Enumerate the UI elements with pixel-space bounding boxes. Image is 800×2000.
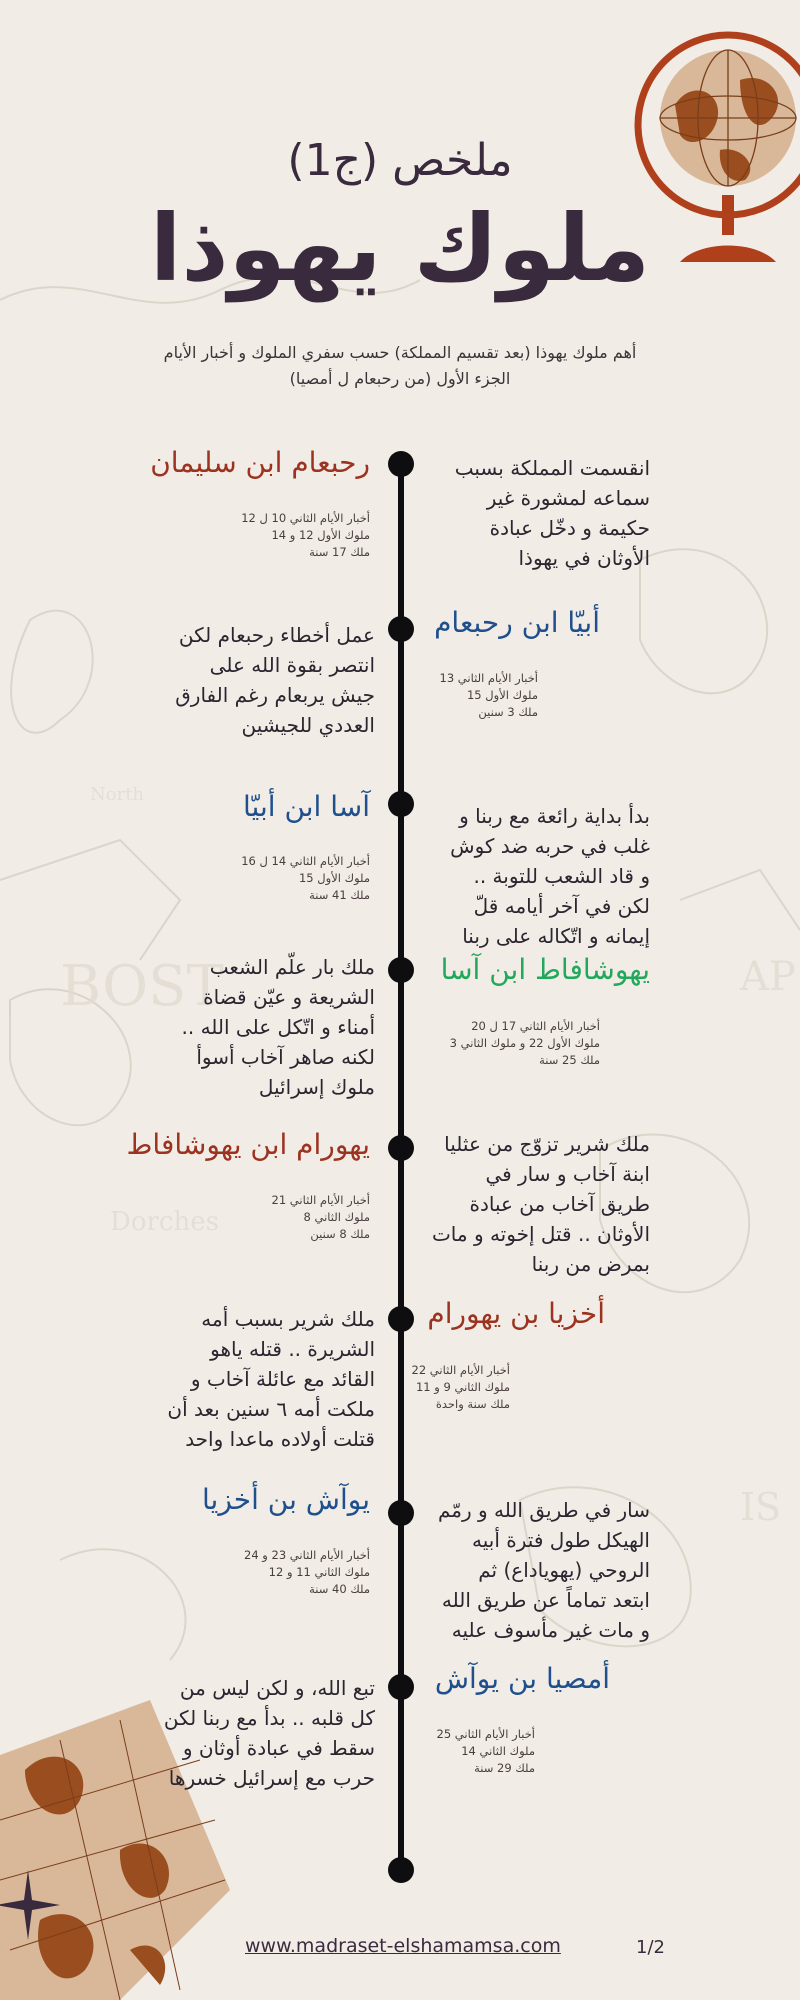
timeline-dot bbox=[388, 451, 414, 477]
king-summary: انقسمت المملكة بسبب سماعه لمشورة غير حكيمة و دخّل عبادة الأوثان في يهوذا bbox=[454, 456, 650, 570]
king-references: أخبار الأيام الثاني 10 ل 12 ملوك الأول 12 و 14 ملك 17 سنة bbox=[241, 511, 370, 559]
king-name: أمصيا بن يوآش bbox=[434, 1662, 610, 1695]
timeline-dot bbox=[388, 616, 414, 642]
king-references: أخبار الأيام الثاني 17 ل 20 ملوك الأول 22 و ملوك الثاني 3 ملك 25 سنة bbox=[449, 1019, 600, 1067]
king-references: أخبار الأيام الثاني 22 ملوك الثاني 9 و 11 ملك سنة واحدة bbox=[411, 1363, 510, 1411]
page-description bbox=[80, 340, 720, 392]
king-name: رحبعام ابن سليمان bbox=[150, 446, 370, 479]
svg-text:AP: AP bbox=[740, 954, 796, 1000]
king-references: أخبار الأيام الثاني 23 و 24 ملوك الثاني 11 و 12 ملك 40 سنة bbox=[244, 1548, 370, 1596]
svg-text:North: North bbox=[90, 784, 145, 805]
king-references: أخبار الأيام الثاني 21 ملوك الثاني 8 ملك 8 سنين bbox=[271, 1193, 370, 1241]
king-summary: سار في طريق الله و رمّم الهيكل طول فترة أبيه الروحي (يهوياداع) ثم ابتعد تماماً عن طريق الله و مات غير مأسوف عليه bbox=[437, 1498, 650, 1642]
king-summary: ملك شرير تزوّج من عثليا ابنة آخاب و سار في طريق آخاب من عبادة الأوثان .. قتل إخوته و مات بمرض من ربنا bbox=[431, 1132, 650, 1276]
page-number: 1/2 bbox=[636, 1937, 665, 1958]
timeline-dot bbox=[388, 1857, 414, 1883]
king-references: أخبار الأيام الثاني 13 ملوك الأول 15 ملك 3 سنين bbox=[439, 671, 538, 719]
description-line-1: أهم ملوك يهوذا (بعد تقسيم المملكة) حسب سفري الملوك و أخبار الأيام bbox=[163, 343, 637, 362]
king-summary: بدأ بداية رائعة مع ربنا و غلب في حربه ضد كوش و قاد الشعب للتوبة .. لكن في آخر أيامه قلّ إيمانه و اتّكاله على ربنا bbox=[450, 804, 650, 948]
king-name: آسا ابن أبيّا bbox=[242, 790, 370, 823]
timeline-dot bbox=[388, 1306, 414, 1332]
king-summary: عمل أخطاء رحبعام لكن انتصر بقوة الله على جيش يربعام رغم الفارق العددي للجيشين bbox=[175, 623, 375, 737]
timeline-dot bbox=[388, 1674, 414, 1700]
svg-text:IS: IS bbox=[740, 1485, 782, 1529]
king-name: يهورام ابن يهوشافاط bbox=[126, 1128, 370, 1161]
page-title: ملوك يهوذا bbox=[149, 195, 651, 302]
king-summary: ملك بار علّم الشعب الشريعة و عيّن قضاة أمناء و اتّكل على الله .. لكنه صاهر آخاب أسوأ ملوك إسرائيل bbox=[181, 955, 375, 1099]
website-link[interactable]: www.madraset-elshamamsa.com bbox=[245, 1935, 561, 1957]
king-summary: ملك شرير بسبب أمه الشريرة .. قتله ياهو القائد مع عائلة آخاب و ملكت أمه ٦ سنين بعد أن قتلت أولاده ماعدا واحد bbox=[167, 1307, 375, 1451]
king-name: يهوشافاط ابن آسا bbox=[440, 953, 650, 986]
timeline-dot bbox=[388, 957, 414, 983]
king-name: أخزيا بن يهورام bbox=[427, 1297, 605, 1330]
king-references: أخبار الأيام الثاني 25 ملوك الثاني 14 ملك 29 سنة bbox=[436, 1727, 535, 1775]
king-name: يوآش بن أخزيا bbox=[202, 1483, 370, 1516]
svg-text:BOST: BOST bbox=[60, 954, 224, 1019]
page-subtitle: (ج1) ملخص bbox=[287, 135, 513, 186]
king-summary: تبع الله، و لكن ليس من كل قلبه .. بدأ مع ربنا لكن سقط في عبادة أوثان و حرب مع إسرائيل خسرها bbox=[163, 1676, 375, 1790]
king-references: أخبار الأيام الثاني 14 ل 16 ملوك الأول 15 ملك 41 سنة bbox=[241, 854, 370, 902]
king-name: أبيّا ابن رحبعام bbox=[434, 606, 600, 639]
svg-text:Dorches: Dorches bbox=[110, 1207, 219, 1237]
description-line-2: الجزء الأول (من رحبعام ل أمصيا) bbox=[289, 369, 511, 388]
